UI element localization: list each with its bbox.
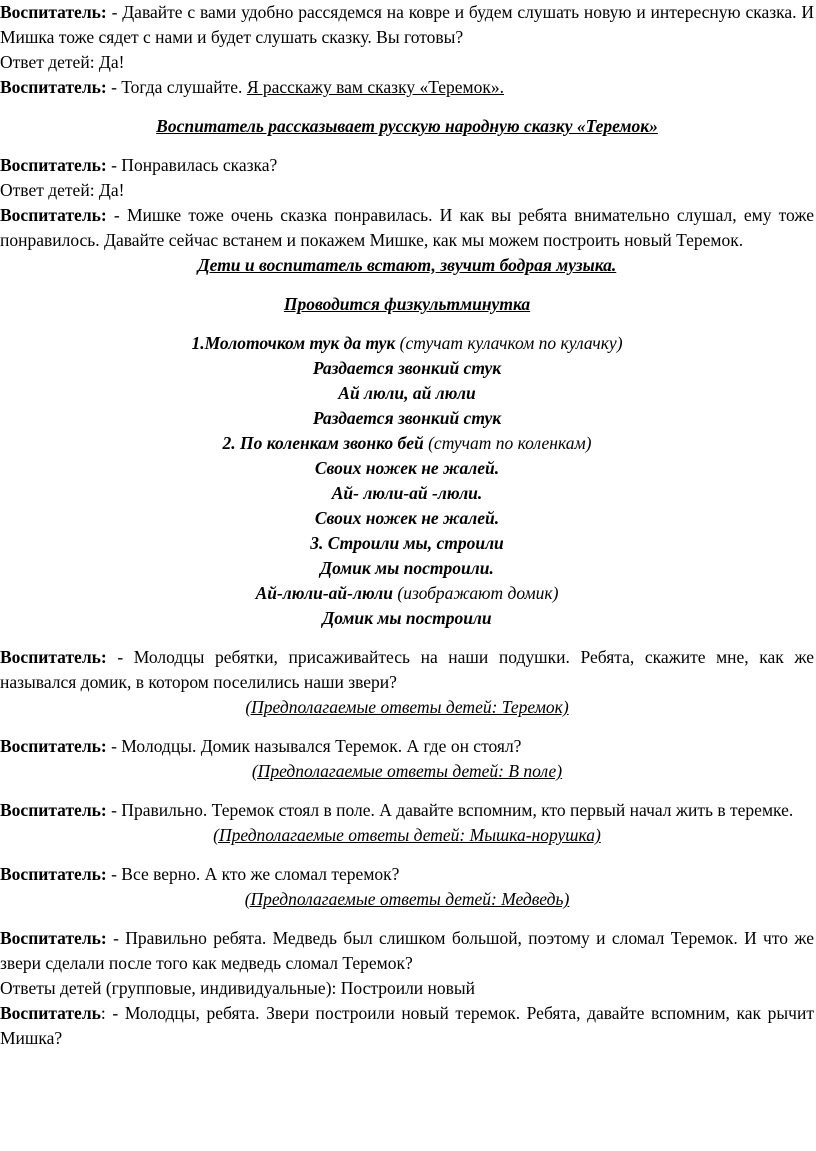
speaker-label: Воспитатель:: [0, 800, 107, 820]
children-answer: Ответ детей: Да!: [0, 52, 125, 72]
paragraph-10: [0, 862, 814, 887]
paragraph-text: : - Молодцы, ребята. Звери построили новый теремок. Ребята, давайте вспомним, как рычит Мишка?: [0, 1003, 814, 1048]
paragraph-4: [0, 153, 814, 178]
paragraph-3: [0, 75, 814, 100]
section-heading-music: Дети и воспитатель встают, звучит бодрая музыка.: [197, 255, 617, 275]
paragraph-text: - Правильно ребята. Медведь был слишком большой, поэтому и сломал Теремок. И что же звери сделали после того как медведь сломал Теремок?: [0, 928, 814, 973]
poem-line: Домик мы построили.: [320, 558, 494, 578]
expected-answer: (Предполагаемые ответы детей: В поле): [251, 761, 563, 781]
section-heading-tale: Воспитатель рассказывает русскую народную сказку «Теремок»: [156, 116, 658, 136]
children-answer: Ответы детей (групповые, индивидуальные): Построили новый: [0, 978, 476, 998]
poem-line: Ай люли, ай люли: [338, 383, 476, 403]
paragraph-1: [0, 0, 814, 50]
paragraph-11: [0, 926, 814, 976]
poem: [0, 331, 814, 631]
paragraph-6: [0, 203, 814, 253]
speaker-label: Воспитатель:: [0, 864, 107, 884]
paragraph-text: - Правильно. Теремок стоял в поле. А давайте вспомним, кто первый начал жить в теремке.: [106, 800, 794, 820]
speaker-label: Воспитатель:: [0, 155, 107, 175]
speaker-label: Воспитатель:: [0, 77, 107, 97]
poem-line: 3. Строили мы, строили: [310, 533, 504, 553]
poem-line: 2. По коленкам звонко бей (стучат по коленкам): [222, 433, 592, 453]
poem-line: Раздается звонкий стук: [312, 408, 502, 428]
speaker-label: Воспитатель:: [0, 205, 107, 225]
paragraph-9: [0, 798, 814, 823]
speaker-label: Воспитатель:: [0, 2, 107, 22]
poem-line: Домик мы построили: [322, 608, 492, 628]
poem-line: Своих ножек не жалей.: [314, 458, 500, 478]
speaker-label: Воспитатель:: [0, 928, 107, 948]
poem-line: Ай- люли-ай -люли.: [331, 483, 483, 503]
paragraph-13: [0, 1001, 814, 1051]
underlined-text: Я расскажу вам сказку «Теремок».: [246, 77, 504, 97]
paragraph-text: - Молодцы ребятки, присаживайтесь на наши подушки. Ребята, скажите мне, как же назывался домик, в котором поселились наши звери?: [0, 647, 814, 692]
paragraph-8: [0, 734, 814, 759]
speaker-label: Воспитатель: [0, 1003, 101, 1023]
paragraph-text: - Давайте с вами удобно рассядемся на ковре и будем слушать новую и интересную сказка. И Мишка тоже сядет с нами и будет слушать сказку. Вы готовы?: [0, 2, 814, 47]
expected-answer: (Предполагаемые ответы детей: Теремок): [245, 697, 569, 717]
section-heading-exercise: Проводится физкультминутка: [283, 294, 531, 314]
poem-line: Ай-люли-ай-люли (изображают домик): [255, 583, 559, 603]
paragraph-7: [0, 645, 814, 695]
paragraph-text: - Молодцы. Домик назывался Теремок. А где он стоял?: [106, 736, 522, 756]
expected-answer: (Предполагаемые ответы детей: Мышка-норушка): [213, 825, 601, 845]
speaker-label: Воспитатель:: [0, 736, 107, 756]
expected-answer: (Предполагаемые ответы детей: Медведь): [244, 889, 570, 909]
paragraph-text: - Тогда слушайте.: [106, 77, 247, 97]
speaker-label: Воспитатель:: [0, 647, 107, 667]
children-answer: Ответ детей: Да!: [0, 180, 125, 200]
paragraph-text: - Все верно. А кто же сломал теремок?: [106, 864, 400, 884]
paragraph-text: - Мишке тоже очень сказка понравилась. И как вы ребята внимательно слушал, ему тоже понравилось. Давайте сейчас встанем и покажем Мишке, как мы можем построить новый Теремок.: [0, 205, 814, 250]
poem-line: 1.Молоточком тук да тук (стучат кулачком по кулачку): [191, 333, 623, 353]
paragraph-text: - Понравилась сказка?: [106, 155, 278, 175]
poem-line: Раздается звонкий стук: [312, 358, 502, 378]
poem-line: Своих ножек не жалей.: [314, 508, 500, 528]
